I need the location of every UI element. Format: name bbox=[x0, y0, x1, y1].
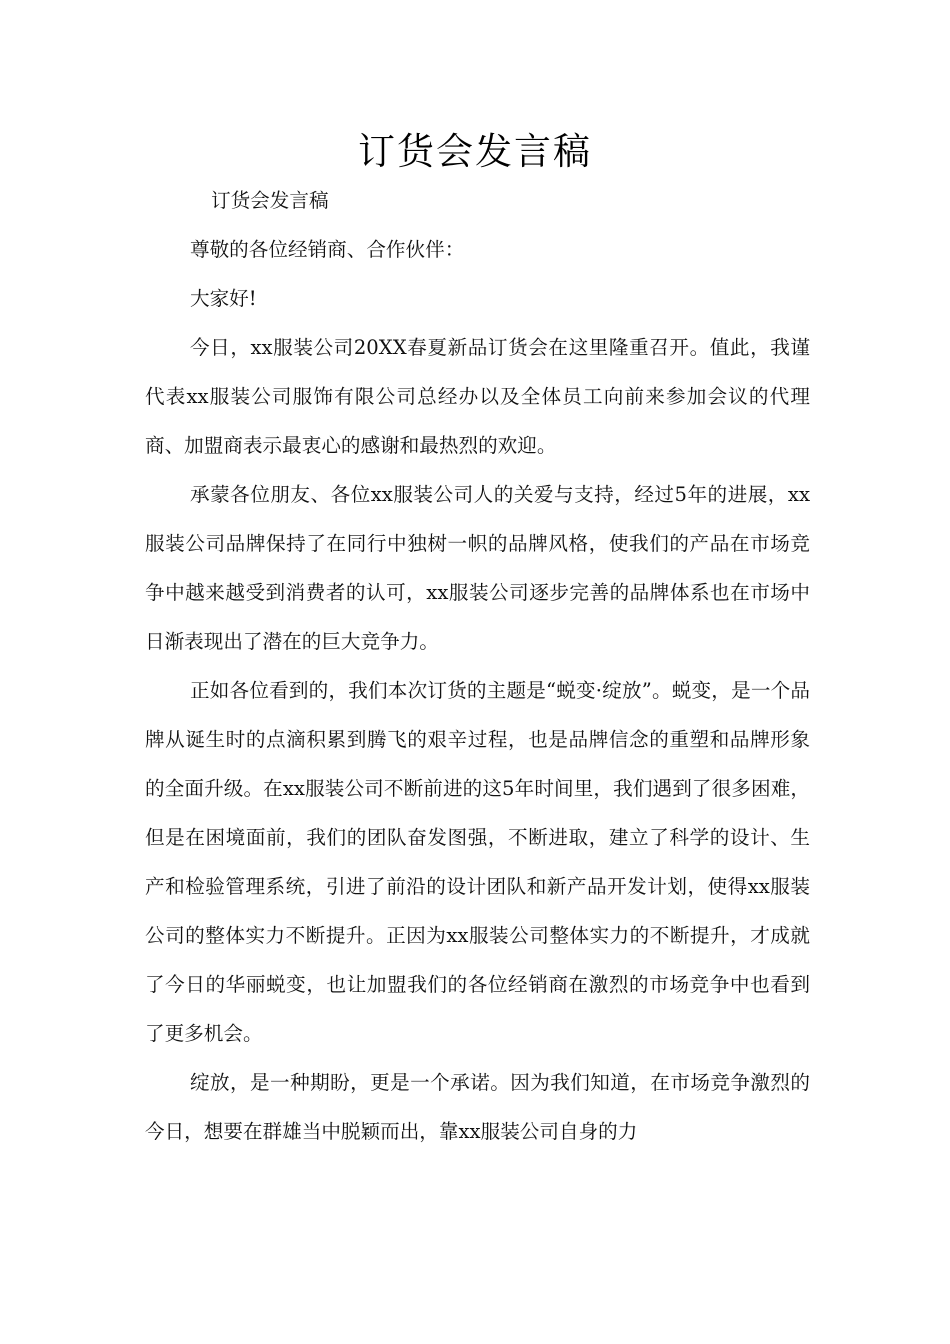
salutation-paragraph: 尊敬的各位经销商、合作伙伴： bbox=[190, 238, 465, 261]
greeting-paragraph: 大家好! bbox=[190, 287, 257, 310]
body-paragraph: 绽放，是一种期盼，更是一个承诺。因为我们知道，在市场竞争激烈的今日，想要在群雄当中脱颖而出，靠xx服装公司自身的力 bbox=[145, 1071, 810, 1143]
subtitle-paragraph: 订货会发言稿 bbox=[211, 189, 329, 212]
document-body bbox=[145, 176, 810, 1156]
body-paragraph: 承蒙各位朋友、各位xx服装公司人的关爱与支持，经过5年的进展，xx服装公司品牌保持了在同行中独树一帜的品牌风格，使我们的产品在市场竞争中越来越受到消费者的认可，xx服装公司逐步完善的品牌体系也在市场中日渐表现出了潜在的巨大竞争力。 bbox=[145, 483, 810, 653]
body-paragraph: 今日，xx服装公司20XX春夏新品订货会在这里隆重召开。值此，我谨代表xx服装公司服饰有限公司总经办以及全体员工向前来参加会议的代理商、加盟商表示最衷心的感谢和最热烈的欢迎。 bbox=[145, 336, 810, 457]
body-paragraph: 正如各位看到的，我们本次订货的主题是“蜕变·绽放”。蜕变，是一个品牌从诞生时的点滴积累到腾飞的艰辛过程，也是品牌信念的重塑和品牌形象的全面升级。在xx服装公司不断前进的这5年时间里，我们遇到了很多困难，但是在困境面前，我们的团队奋发图强，不断进取，建立了科学的设计、生产和检验管理系统，引进了前沿的设计团队和新产品开发计划，使得xx服装公司的整体实力不断提升。正因为xx服装公司整体实力的不断提升，才成就了今日的华丽蜕变，也让加盟我们的各位经销商在激烈的市场竞争中也看到了更多机会。 bbox=[145, 679, 810, 1045]
document-title: 订货会发言稿 bbox=[358, 130, 592, 173]
